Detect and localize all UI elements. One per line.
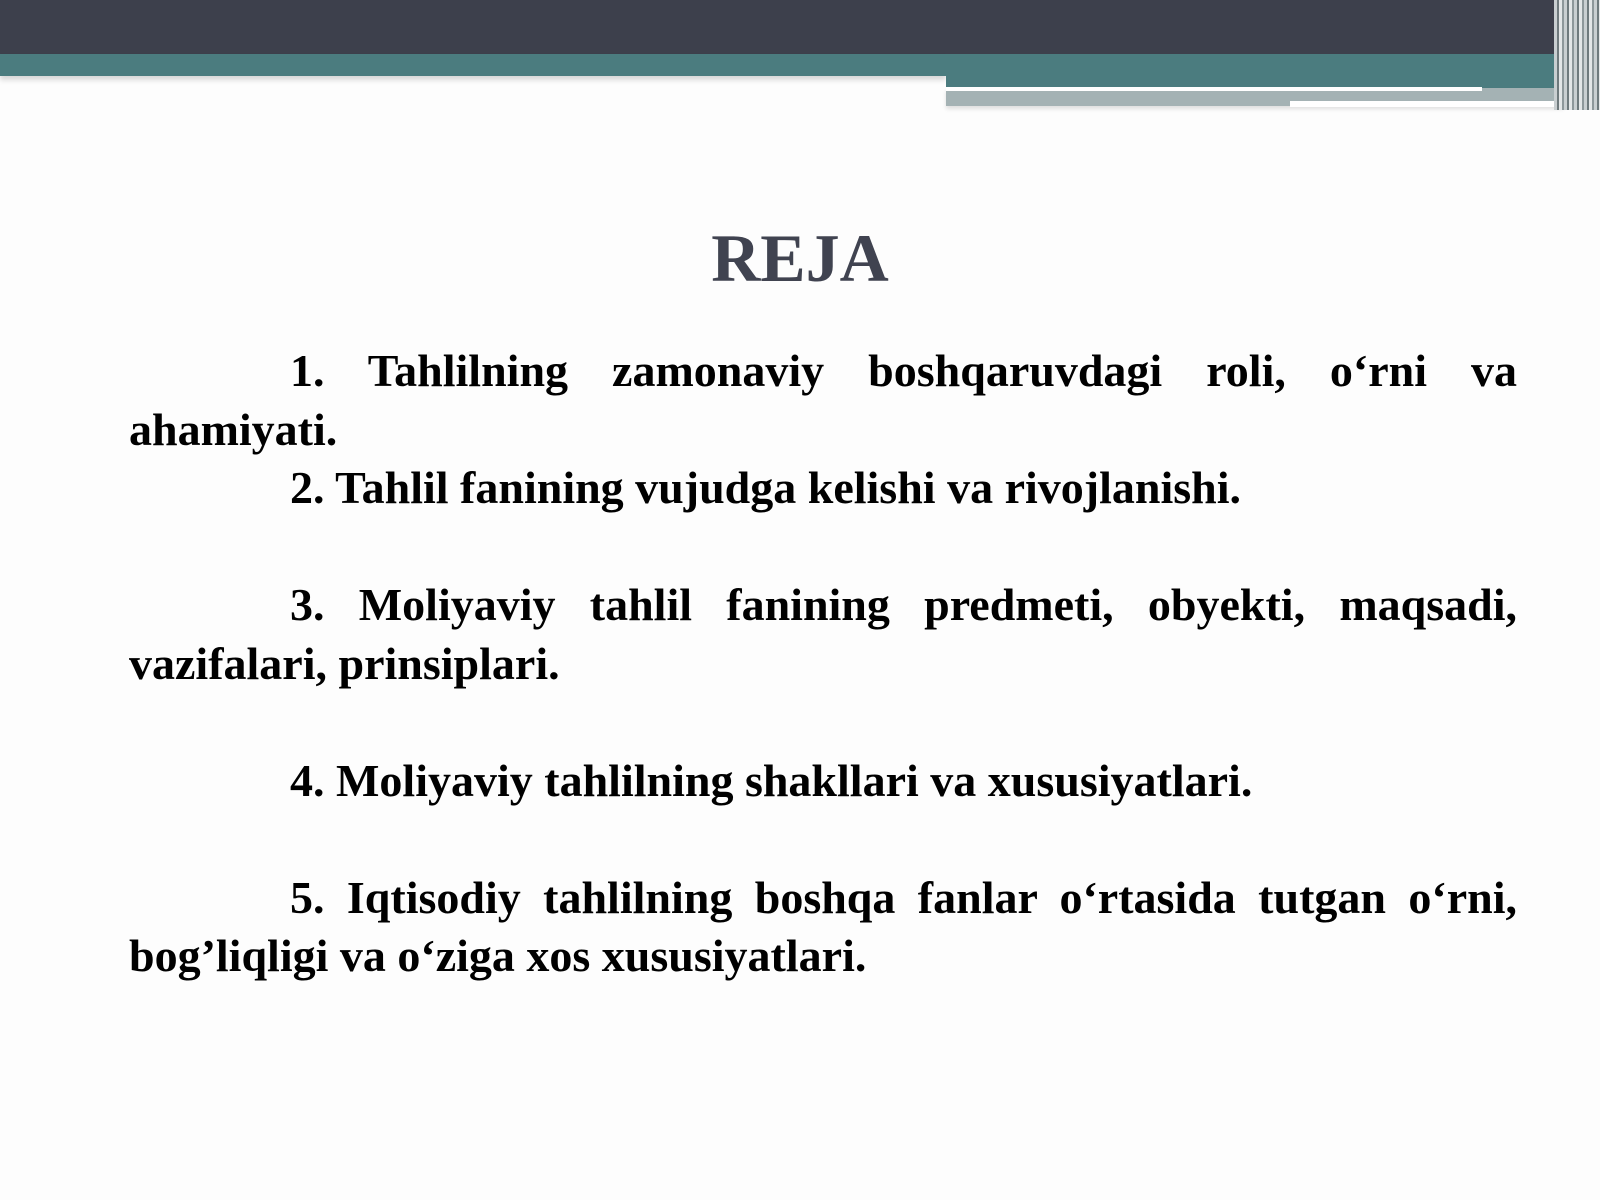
plan-item-4: 4. Moliyaviy tahlilning shakllari va xususiyatlari. <box>290 754 1253 806</box>
plan-item-3: 3. Moliyaviy tahlil fanining predmeti, obyekti, maqsadi, vazifalari, prinsiplari. <box>129 579 1517 689</box>
spacer <box>129 810 1517 869</box>
header-decorative-stripes <box>1554 0 1600 110</box>
plan-item-1: 1. Tahlilning zamonaviy boshqaruvdagi roli, o‘rni va ahamiyati. <box>129 345 1517 455</box>
plan-list <box>129 342 1517 986</box>
slide-title: REJA <box>711 220 889 296</box>
header-dark-band <box>0 0 1600 54</box>
spacer <box>129 693 1517 752</box>
plan-item-5: 5. Iqtisodiy tahlilning boshqa fanlar o‘rtasida tutgan o‘rni, bog’liqligi va o‘ziga xos xususiyatlari. <box>129 871 1517 981</box>
header-teal-band <box>0 54 946 76</box>
spacer <box>129 518 1517 577</box>
header-accent-line-lower <box>1290 101 1568 107</box>
plan-item-2: 2. Tahlil fanining vujudga kelishi va rivojlanishi. <box>290 462 1241 513</box>
header-accent-line <box>946 87 1482 91</box>
header-teal-band-right <box>946 54 1554 88</box>
